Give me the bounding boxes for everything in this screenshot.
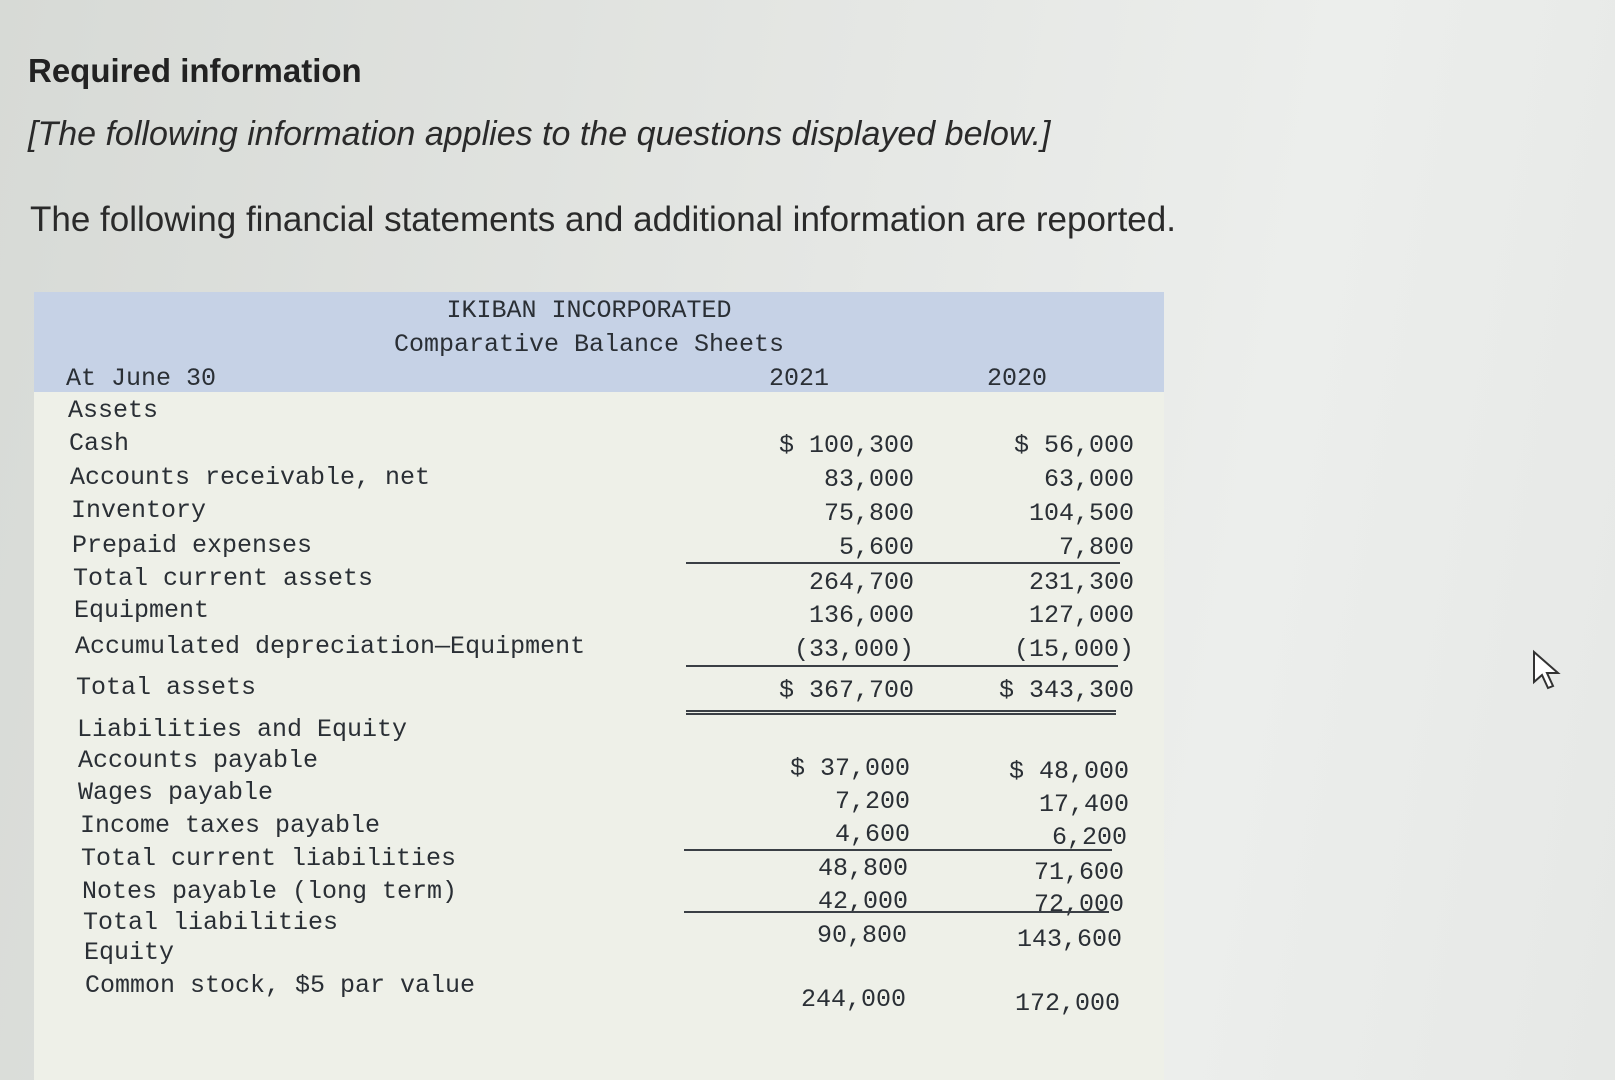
equity-heading: Equity <box>84 938 175 967</box>
equipment-2020: 127,000 <box>1028 601 1134 630</box>
row-label-accounts-receivable: Accounts receivable, net <box>70 463 431 492</box>
row-label-total-current-liabilities: Total current liabilities <box>81 844 457 873</box>
common-stock-2021: 244,000 <box>800 985 906 1014</box>
wages-payable-2021: 7,200 <box>834 787 910 816</box>
subtotal-rule <box>686 665 1118 667</box>
row-label-accounts-payable: Accounts payable <box>78 746 319 775</box>
total-assets-2021: $ 367,700 <box>778 676 914 705</box>
accumulated-depreciation-2021: (33,000) <box>793 635 914 664</box>
wages-payable-2020: 17,400 <box>1038 790 1129 819</box>
row-label-wages-payable: Wages payable <box>78 778 274 807</box>
row-label-income-taxes-payable: Income taxes payable <box>80 811 381 840</box>
applies-note: [The following information applies to the questions displayed below.] <box>28 115 1051 153</box>
accounts-payable-2020: $ 48,000 <box>1008 757 1129 786</box>
accounts-payable-2021: $ 37,000 <box>789 754 910 783</box>
row-label-prepaid-expenses: Prepaid expenses <box>72 531 313 560</box>
income-taxes-payable-2020: 6,200 <box>1051 823 1127 852</box>
liabilities-equity-heading: Liabilities and Equity <box>77 715 408 744</box>
total-double-rule <box>686 710 1116 715</box>
row-label-cash: Cash <box>69 429 130 458</box>
inventory-2020: 104,500 <box>1028 499 1134 528</box>
mouse-cursor-icon <box>1530 648 1566 692</box>
row-label-inventory: Inventory <box>71 496 207 525</box>
subtotal-rule <box>686 562 1120 564</box>
row-label-notes-payable: Notes payable (long term) <box>82 877 458 906</box>
subtotal-rule <box>684 849 1112 851</box>
cash-2021: $ 100,300 <box>778 431 914 460</box>
equipment-2021: 136,000 <box>808 601 914 630</box>
column-2020: 2020 <box>986 364 1047 393</box>
income-taxes-payable-2021: 4,600 <box>834 820 910 849</box>
required-information-heading: Required information <box>28 52 362 89</box>
total-liabilities-2021: 90,800 <box>816 921 907 950</box>
total-current-liabilities-2020: 71,600 <box>1033 858 1124 887</box>
notes-payable-2020: 72,000 <box>1033 890 1124 919</box>
assets-heading: Assets <box>68 396 159 425</box>
subtotal-rule <box>684 911 1109 913</box>
total-liabilities-2020: 143,600 <box>1016 925 1122 954</box>
common-stock-2020: 172,000 <box>1014 989 1120 1018</box>
total-current-liabilities-2021: 48,800 <box>817 854 908 883</box>
table-header <box>34 292 1164 392</box>
total-current-assets-2021: 264,700 <box>808 568 914 597</box>
statement-title: Comparative Balance Sheets <box>393 330 785 359</box>
inventory-2021: 75,800 <box>823 499 914 528</box>
prepaid-2021: 5,600 <box>838 533 914 562</box>
row-label-common-stock: Common stock, $5 par value <box>85 971 476 1000</box>
total-current-assets-2020: 231,300 <box>1028 568 1134 597</box>
row-label-total-assets: Total assets <box>76 673 257 702</box>
intro-text: The following financial statements and additional information are reported. <box>30 200 1176 239</box>
period-label: At June 30 <box>66 364 217 393</box>
column-2021: 2021 <box>768 364 829 393</box>
row-label-total-liabilities: Total liabilities <box>83 908 339 937</box>
accounts-receivable-2020: 63,000 <box>1043 465 1134 494</box>
row-label-accumulated-depreciation: Accumulated depreciation—Equipment <box>75 632 586 661</box>
row-label-equipment: Equipment <box>74 596 210 625</box>
balance-sheet-table <box>34 292 1164 1080</box>
company-name: IKIBAN INCORPORATED <box>446 296 732 325</box>
cash-2020: $ 56,000 <box>1013 431 1134 460</box>
row-label-total-current-assets: Total current assets <box>73 564 374 593</box>
notes-payable-2021: 42,000 <box>817 887 908 916</box>
accumulated-depreciation-2020: (15,000) <box>1013 635 1134 664</box>
accounts-receivable-2021: 83,000 <box>823 465 914 494</box>
total-assets-2020: $ 343,300 <box>998 676 1134 705</box>
prepaid-2020: 7,800 <box>1058 533 1134 562</box>
